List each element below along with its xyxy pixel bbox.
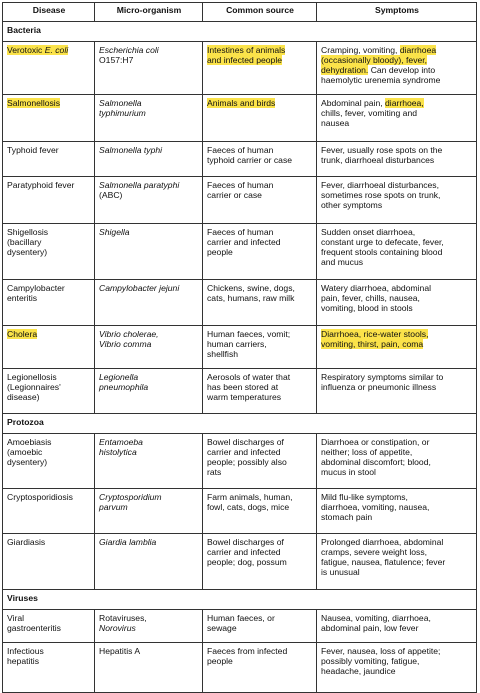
table-row [3,534,477,590]
cell-text: Fever, usually rose spots on the [321,145,443,155]
cell-text: Diarrhoea or constipation, or [321,437,430,447]
cell-text: Norovirus [99,623,136,633]
cell-text: Human faeces, vomit; [207,329,291,339]
table-row [3,434,477,489]
cell-common-source [203,610,317,643]
cell-text: cats, humans, raw milk [207,293,295,303]
cell-common-source [203,224,317,280]
cell-text: Diarrhoea, rice-water stools, [321,329,429,339]
cell-text: Salmonella paratyphi [99,180,180,190]
cell-micro-organism [95,489,203,534]
table-row [3,489,477,534]
cell-text: human carriers, [207,339,267,349]
table-row [3,643,477,693]
cell-micro-organism [95,326,203,369]
cell-text: chills, fever, vomiting and [321,108,418,118]
cell-text: and mucus [321,257,364,267]
cell-text: abdominal discomfort; blood, [321,457,431,467]
cell-common-source [203,369,317,414]
cell-text: headache, jaundice [321,666,396,676]
cell-text: Vibrio cholerae, [99,329,159,339]
cell-disease [3,280,95,326]
cell-symptoms [317,643,477,693]
cell-text: Infectious [7,646,44,656]
cell-common-source [203,177,317,224]
cell-symptoms [317,610,477,643]
table-row [3,42,477,95]
cell-text: carrier and infected [207,547,281,557]
cell-common-source [203,42,317,95]
cell-text: O157:H7 [99,55,134,65]
cell-text: Typhoid fever [7,145,59,155]
table-row [3,142,477,177]
cell-text: Viral [7,613,25,623]
cell-disease [3,643,95,693]
cell-text: Cramping, vomiting, [321,45,400,55]
cell-text: Paratyphoid fever [7,180,75,190]
cell-text: Abdominal pain, [321,98,386,108]
cell-text: Rotaviruses, [99,613,147,623]
cell-text: Campylobacter jejuni [99,283,180,293]
cell-text: carrier and infected [207,237,281,247]
cell-symptoms [317,434,477,489]
cell-text: Amoebiasis [7,437,52,447]
header-symptoms: Symptoms [317,3,477,22]
cell-text: nausea [321,118,350,128]
cell-text: Faeces of human [207,227,274,237]
cell-text: mucus in stool [321,467,376,477]
cell-disease [3,42,95,95]
cell-common-source [203,280,317,326]
cell-text: Sudden onset diarrhoea, [321,227,416,237]
cell-symptoms [317,326,477,369]
cell-text: diarrhoea [399,45,437,55]
cell-disease [3,610,95,643]
cell-micro-organism [95,434,203,489]
cell-text: Shigellosis [7,227,49,237]
cell-text: and infected people [207,55,283,65]
cell-text: typhoid carrier or case [207,155,293,165]
cell-disease [3,326,95,369]
cell-text: is unusual [321,567,360,577]
table-row [3,369,477,414]
section-title: Viruses [3,590,477,610]
cell-text: Hepatitis A [99,646,141,656]
cell-text: rats [207,467,222,477]
header-micro-organism: Micro-organism [95,3,203,22]
cell-micro-organism [95,610,203,643]
cell-text: Cryptosporidium [99,492,162,502]
cell-text: Animals and birds [207,98,276,108]
cell-text: gastroenteritis [7,623,61,633]
cell-common-source [203,95,317,142]
cell-text: fatigue, nausea, flatulence; fever [321,557,446,567]
header-row [3,3,477,22]
cell-text: Faeces of human [207,145,274,155]
cell-text: Faeces of human [207,180,274,190]
section-row [3,590,477,610]
table-body [3,22,477,693]
cell-symptoms [317,280,477,326]
cell-symptoms [317,142,477,177]
disease-table [2,2,477,693]
header-common-source: Common source [203,3,317,22]
table-row [3,95,477,142]
cell-text: Verotoxic [7,45,45,55]
cell-disease [3,95,95,142]
cell-text: Watery diarrhoea, abdominal [321,283,432,293]
cell-micro-organism [95,224,203,280]
cell-text: Fever, diarrhoeal disturbances, [321,180,439,190]
cell-micro-organism [95,142,203,177]
cell-text: has been stored at [207,382,279,392]
cell-text: Escherichia coli [99,45,159,55]
cell-symptoms [317,534,477,590]
cell-micro-organism [95,534,203,590]
cell-text: Aerosols of water that [207,372,291,382]
cell-common-source [203,434,317,489]
cell-common-source [203,489,317,534]
cell-text: diarrhoea, vomiting, nausea, [321,502,430,512]
cell-text: shellfish [207,349,239,359]
cell-text: Mild flu-like symptoms, [321,492,408,502]
cell-text: Human faeces, or [207,613,275,623]
cell-text: pneumophila [99,382,149,392]
cell-text: Bowel discharges of [207,437,284,447]
cell-text: neither; loss of appetite, [321,447,413,457]
cell-text: Can develop into [368,65,436,75]
cell-text: Respiratory symptoms similar to [321,372,444,382]
cell-text: trunk, diarrhoeal disturbances [321,155,435,165]
cell-symptoms [317,224,477,280]
table-row [3,610,477,643]
cell-text: histolytica [99,447,137,457]
cell-text: possibly vomiting, fatigue, [321,656,420,666]
cell-text: sewage [207,623,237,633]
cell-text: (amoebic [7,447,43,457]
cell-text: fowl, cats, dogs, mice [207,502,290,512]
header-disease: Disease [3,3,95,22]
cell-text: other symptoms [321,200,383,210]
section-row [3,22,477,42]
cell-common-source [203,326,317,369]
cell-symptoms [317,369,477,414]
cell-text: (bacillary [7,237,42,247]
cell-text: people [207,247,233,257]
cell-text: carrier and infected [207,447,281,457]
cell-text: stomach pain [321,512,373,522]
table-row [3,280,477,326]
cell-text: disease) [7,392,40,402]
cell-text: Bowel discharges of [207,537,284,547]
cell-common-source [203,643,317,693]
cell-text: Giardiasis [7,537,46,547]
cell-text: pain, fever, chills, nausea, [321,293,420,303]
cell-disease [3,534,95,590]
cell-text: Legionellosis [7,372,57,382]
cell-text: people; dog, possum [207,557,287,567]
table-row [3,224,477,280]
cell-text: Salmonella [99,98,142,108]
cell-text: Faeces from infected [207,646,288,656]
cell-disease [3,434,95,489]
cell-text: typhimurium [99,108,146,118]
cell-text: Prolonged diarrhoea, abdominal [321,537,444,547]
cell-text: constant urge to defecate, fever, [321,237,444,247]
cell-disease [3,489,95,534]
cell-text: (occasionally bloody), fever, [321,55,428,65]
cell-symptoms [317,42,477,95]
cell-micro-organism [95,369,203,414]
cell-text: Intestines of animals [207,45,286,55]
cell-text: (ABC) [99,190,123,200]
cell-text: people [207,656,233,666]
section-title: Protozoa [3,414,477,434]
cell-text: Salmonella typhi [99,145,163,155]
section-row [3,414,477,434]
cell-disease [3,177,95,224]
cell-text: (Legionnaires' [7,382,61,392]
cell-text: dysentery) [7,457,48,467]
cell-text: Legionella [99,372,139,382]
cell-text: Fever, nausea, loss of appetite; [321,646,441,656]
cell-text: Entamoeba [99,437,143,447]
cell-text: E. coli [44,45,69,55]
cell-text: carrier or case [207,190,262,200]
cell-text: vomiting, thirst, pain, coma [321,339,424,349]
cell-text: Vibrio comma [99,339,152,349]
cell-text: warm temperatures [207,392,282,402]
cell-micro-organism [95,42,203,95]
cell-text: parvum [99,502,128,512]
cell-common-source [203,534,317,590]
cell-text: dysentery) [7,247,48,257]
cell-text: haemolytic urenemia syndrome [321,75,441,85]
cell-disease [3,369,95,414]
cell-disease [3,224,95,280]
section-title: Bacteria [3,22,477,42]
cell-disease [3,142,95,177]
cell-symptoms [317,489,477,534]
cell-symptoms [317,95,477,142]
cell-text: vomiting, blood in stools [321,303,413,313]
cell-text: hepatitis [7,656,40,666]
cell-text: influenza or pneumonic illness [321,382,437,392]
cell-text: frequent stools containing blood [321,247,443,257]
cell-text: Shigella [99,227,130,237]
table-row [3,326,477,369]
cell-text: abdominal pain, low fever [321,623,419,633]
cell-text: Nausea, vomiting, diarrhoea, [321,613,431,623]
cell-micro-organism [95,280,203,326]
cell-text: dehydration. [321,65,369,75]
cell-text: sometimes rose spots on trunk, [321,190,441,200]
cell-text: diarrhoea, [385,98,424,108]
cell-text: Salmonellosis [7,98,61,108]
cell-text: Cryptosporidiosis [7,492,73,502]
cell-symptoms [317,177,477,224]
cell-text: enteritis [7,293,38,303]
cell-text: cramps, severe weight loss, [321,547,428,557]
cell-micro-organism [95,177,203,224]
cell-text: Chickens, swine, dogs, [207,283,295,293]
cell-text: Farm animals, human, [207,492,293,502]
cell-text: Giardia lamblia [99,537,157,547]
cell-text: Cholera [7,329,38,339]
cell-text: Campylobacter [7,283,65,293]
cell-common-source [203,142,317,177]
cell-micro-organism [95,643,203,693]
table-row [3,177,477,224]
cell-micro-organism [95,95,203,142]
cell-text: people; possibly also [207,457,287,467]
